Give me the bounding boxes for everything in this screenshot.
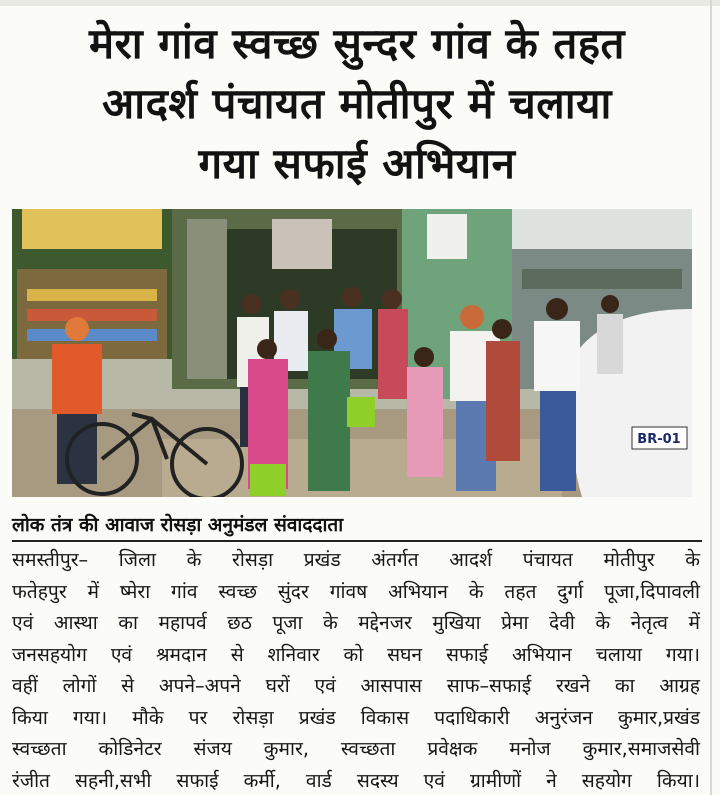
news-photo — [12, 209, 692, 497]
top-edge — [0, 0, 720, 6]
headline-line-2: आदर्श पंचायत मोतीपुर में चलाया — [12, 74, 702, 134]
headline — [12, 14, 702, 194]
article-line-5: वहीं लोगों से अपने–अपने घरों एवं आसपास साफ–सफाई रखने का आग्रह — [12, 670, 700, 702]
article-line-2: फतेहपुर में ष्मेरा गांव स्वच्छ सुंदर गांवष अभियान के तहत दुर्गा पूजा,दिपावली — [12, 576, 700, 608]
article-line-8: रंजीत सहनी,सभी सफाई कर्मी, वार्ड सदस्य एवं ग्रामीणों ने सहयोग किया। — [12, 765, 700, 796]
number-plate-text: BR-01 — [637, 432, 680, 447]
article-line-1: समस्तीपुर– जिला के रोसड़ा प्रखंड अंतर्गत आदर्श पंचायत मोतीपुर के — [12, 544, 700, 576]
article-body — [12, 544, 700, 796]
cleanliness-drive-photo — [12, 209, 692, 497]
article-line-7: स्वच्छता कोडिनेटर संजय कुमार, स्वच्छता प्रवेक्षक मनोज कुमार,समाजसेवी — [12, 733, 700, 765]
article-line-3: एवं आस्था का महापर्व छठ पूजा के मद्देनजर मुखिया प्रेमा देवी के नेतृत्व में — [12, 607, 700, 639]
byline: लोक तंत्र की आवाज रोसड़ा अनुमंडल संवाददाता — [12, 512, 702, 538]
headline-line-1: मेरा गांव स्वच्छ सुन्दर गांव के तहत — [12, 14, 702, 74]
headline-line-3: गया सफाई अभियान — [12, 134, 702, 194]
column-edge — [710, 0, 712, 795]
article-line-6: किया गया। मौके पर रोसड़ा प्रखंड विकास पदाधिकारी अनुरंजन कुमार,प्रखंड — [12, 702, 700, 734]
byline-rule — [12, 540, 702, 542]
article-line-4: जनसहयोग एवं श्रमदान से शनिवार को सघन सफाई अभियान चलाया गया। — [12, 639, 700, 671]
